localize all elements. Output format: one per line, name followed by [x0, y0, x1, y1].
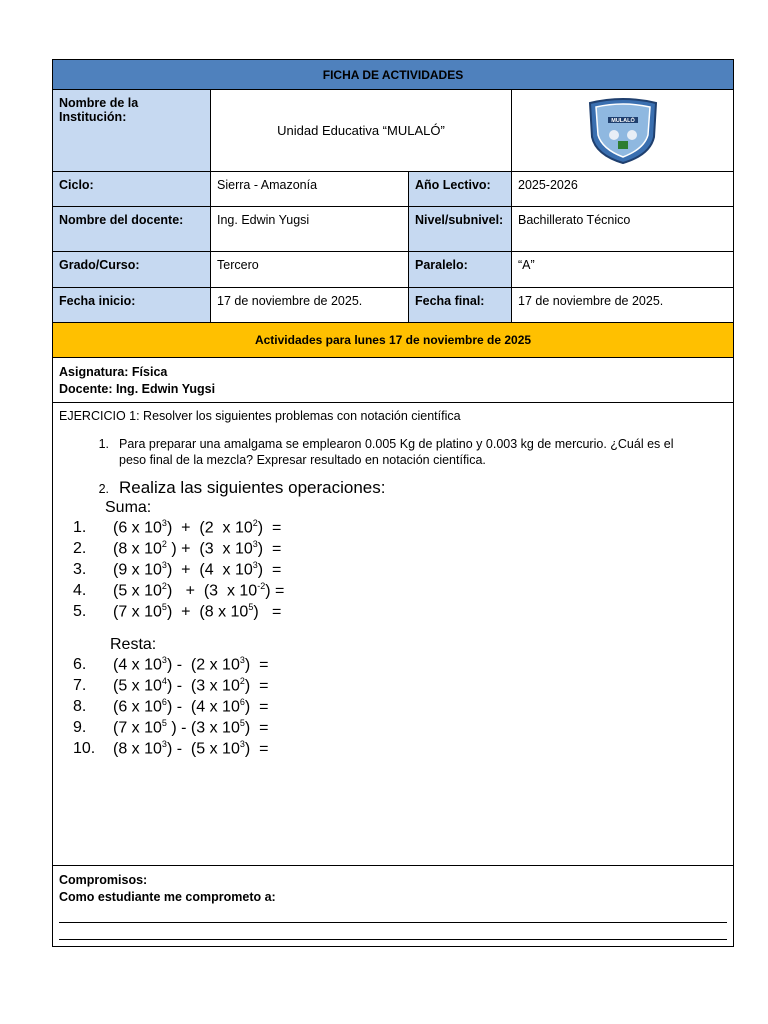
- ciclo-label: Ciclo:: [53, 172, 211, 206]
- operand-a: (8 x 10: [113, 740, 162, 758]
- exponent-a: 3: [161, 559, 167, 570]
- commitments-subtitle: Como estudiante me comprometo a:: [59, 890, 276, 904]
- logo-text: MULALÓ: [610, 117, 635, 124]
- operation-row: [59, 738, 727, 759]
- operation-row: [59, 580, 727, 601]
- operand-a: (4 x 10: [113, 656, 162, 674]
- operation-row: [59, 517, 727, 538]
- equals: ) =: [244, 656, 269, 674]
- activity-sheet: [52, 59, 734, 947]
- operation-expression: [111, 697, 268, 716]
- activities-banner: [53, 323, 733, 358]
- operation-number: 5.: [73, 602, 87, 620]
- ciclo-value: Sierra - Amazonía: [211, 172, 409, 206]
- operand-a: (8 x 10: [113, 540, 162, 558]
- docente-row: [53, 207, 733, 252]
- exponent-b: 2: [252, 517, 258, 528]
- equals: ) =: [244, 698, 269, 716]
- paralelo-label: Paralelo:: [409, 252, 512, 287]
- problem-2-number: 2.: [98, 482, 109, 496]
- suma-label: Suma:: [105, 499, 152, 516]
- operation-number: 2.: [73, 539, 87, 557]
- exponent-b: 3: [239, 738, 245, 749]
- exercise-block: [53, 403, 733, 866]
- resta-operations: [59, 654, 727, 759]
- exponent-a: 3: [161, 738, 167, 749]
- sheet-title-banner: [53, 60, 733, 90]
- equals: ) =: [253, 603, 282, 621]
- operand-a: (6 x 10: [113, 519, 162, 537]
- operand-a: (7 x 10: [113, 719, 162, 737]
- fecha-final-label: Fecha final:: [409, 288, 512, 322]
- institution-value: Unidad Educativa “MULALÓ”: [211, 90, 512, 171]
- institution-label: Nombre de la Institución:: [53, 90, 211, 171]
- operation-row: [59, 654, 727, 675]
- subject-block: [53, 358, 733, 403]
- operation-expression: [111, 655, 268, 674]
- operation-number: 8.: [73, 697, 87, 715]
- commitments-block: [53, 866, 733, 946]
- equals: ) =: [244, 719, 269, 737]
- docente-label: Nombre del docente:: [53, 207, 211, 251]
- ciclo-row: [53, 172, 733, 207]
- operation-row: [59, 675, 727, 696]
- exponent-a: 2: [161, 580, 167, 591]
- anio-lectivo-label: Año Lectivo:: [409, 172, 512, 206]
- fecha-row: [53, 288, 733, 323]
- operator: ) + (4 x 10: [166, 561, 253, 579]
- operation-number: 9.: [73, 718, 87, 736]
- exponent-b: 5: [239, 717, 245, 728]
- operand-a: (9 x 10: [113, 561, 162, 579]
- equals: ) =: [244, 677, 269, 695]
- operation-expression: [111, 676, 268, 695]
- school-shield-icon: [586, 97, 660, 165]
- resta-label: Resta:: [110, 636, 157, 653]
- exponent-a: 5: [161, 717, 167, 728]
- exercise-title: EJERCICIO 1: Resolver los siguientes problemas con notación científica: [59, 409, 461, 423]
- school-logo: [512, 90, 733, 171]
- exponent-b: 2: [239, 675, 245, 686]
- institution-row: [53, 90, 733, 172]
- operator: ) - (4 x 10: [166, 698, 240, 716]
- nivel-value: Bachillerato Técnico: [518, 213, 631, 227]
- operation-expression: [111, 739, 268, 758]
- equals: ) =: [257, 561, 282, 579]
- equals: ) =: [257, 540, 282, 558]
- commitments-title: Compromisos:: [59, 873, 148, 887]
- problem-2-text: Realiza las siguientes operaciones:: [119, 478, 386, 497]
- operation-expression: [111, 560, 281, 579]
- activities-banner-text: Actividades para lunes 17 de noviembre de 2025: [254, 333, 532, 347]
- fecha-final-value: 17 de noviembre de 2025.: [518, 294, 664, 308]
- operand-a: (5 x 10: [113, 677, 162, 695]
- paralelo-value: “A”: [518, 258, 535, 272]
- answer-line-2[interactable]: [59, 925, 727, 940]
- exponent-b: 3: [239, 654, 245, 665]
- grado-label: Grado/Curso:: [53, 252, 211, 287]
- equals: ) =: [257, 519, 282, 537]
- equals: ) =: [265, 582, 285, 600]
- grado-value: Tercero: [211, 252, 409, 287]
- problem-1-text: Para preparar una amalgama se emplearon 0.005 Kg de platino y 0.003 kg de mercurio. ¿Cuál es el peso final de la mezcla? Expresar resultado en notación científica.: [119, 437, 674, 467]
- nivel-label: Nivel/subnivel:: [409, 207, 512, 251]
- operator: ) + (3 x 10: [166, 582, 258, 600]
- exponent-a: 5: [161, 601, 167, 612]
- operation-expression: [111, 539, 281, 558]
- exponent-b: -2: [257, 580, 266, 591]
- subject-teacher: Docente: Ing. Edwin Yugsi: [59, 382, 216, 396]
- problem-2: [59, 478, 727, 498]
- docente-value: Ing. Edwin Yugsi: [211, 207, 409, 251]
- operator: ) + (2 x 10: [166, 519, 253, 537]
- operation-expression: [111, 581, 284, 600]
- operation-number: 6.: [73, 655, 87, 673]
- exponent-a: 2: [161, 538, 167, 549]
- operation-expression: [111, 718, 268, 737]
- operation-row: [59, 538, 727, 559]
- operand-a: (7 x 10: [113, 603, 162, 621]
- operation-expression: [111, 518, 281, 537]
- sheet-title: FICHA DE ACTIVIDADES: [322, 67, 464, 82]
- operation-number: 1.: [73, 518, 87, 536]
- answer-line-1[interactable]: [59, 908, 727, 923]
- operation-number: 10.: [73, 739, 96, 757]
- operation-number: 3.: [73, 560, 87, 578]
- exponent-a: 6: [161, 696, 167, 707]
- problem-1-number: 1.: [98, 437, 109, 451]
- operation-row: [59, 559, 727, 580]
- suma-operations: [59, 517, 727, 622]
- fecha-inicio-value: 17 de noviembre de 2025.: [211, 288, 409, 322]
- operator: ) - (3 x 10: [166, 677, 240, 695]
- anio-lectivo-value: 2025-2026: [518, 178, 578, 192]
- operand-a: (5 x 10: [113, 582, 162, 600]
- exponent-b: 6: [239, 696, 245, 707]
- operator: ) + (8 x 10: [166, 603, 249, 621]
- operation-row: [59, 696, 727, 717]
- exponent-a: 3: [161, 654, 167, 665]
- operation-number: 7.: [73, 676, 87, 694]
- equals: ) =: [244, 740, 269, 758]
- operation-expression: [111, 602, 281, 621]
- exponent-b: 3: [252, 538, 258, 549]
- grado-row: [53, 252, 733, 288]
- problem-1: [59, 436, 727, 468]
- operation-number: 4.: [73, 581, 87, 599]
- operand-a: (6 x 10: [113, 698, 162, 716]
- operator: ) + (3 x 10: [166, 540, 253, 558]
- operation-row: [59, 717, 727, 738]
- exponent-b: 3: [252, 559, 258, 570]
- subject-name: Asignatura: Física: [59, 365, 168, 379]
- operator: ) - (3 x 10: [166, 719, 240, 737]
- operator: ) - (2 x 10: [166, 656, 240, 674]
- operation-row: [59, 601, 727, 622]
- exponent-b: 5: [248, 601, 254, 612]
- exponent-a: 4: [161, 675, 167, 686]
- fecha-inicio-label: Fecha inicio:: [53, 288, 211, 322]
- operator: ) - (5 x 10: [166, 740, 240, 758]
- exponent-a: 3: [161, 517, 167, 528]
